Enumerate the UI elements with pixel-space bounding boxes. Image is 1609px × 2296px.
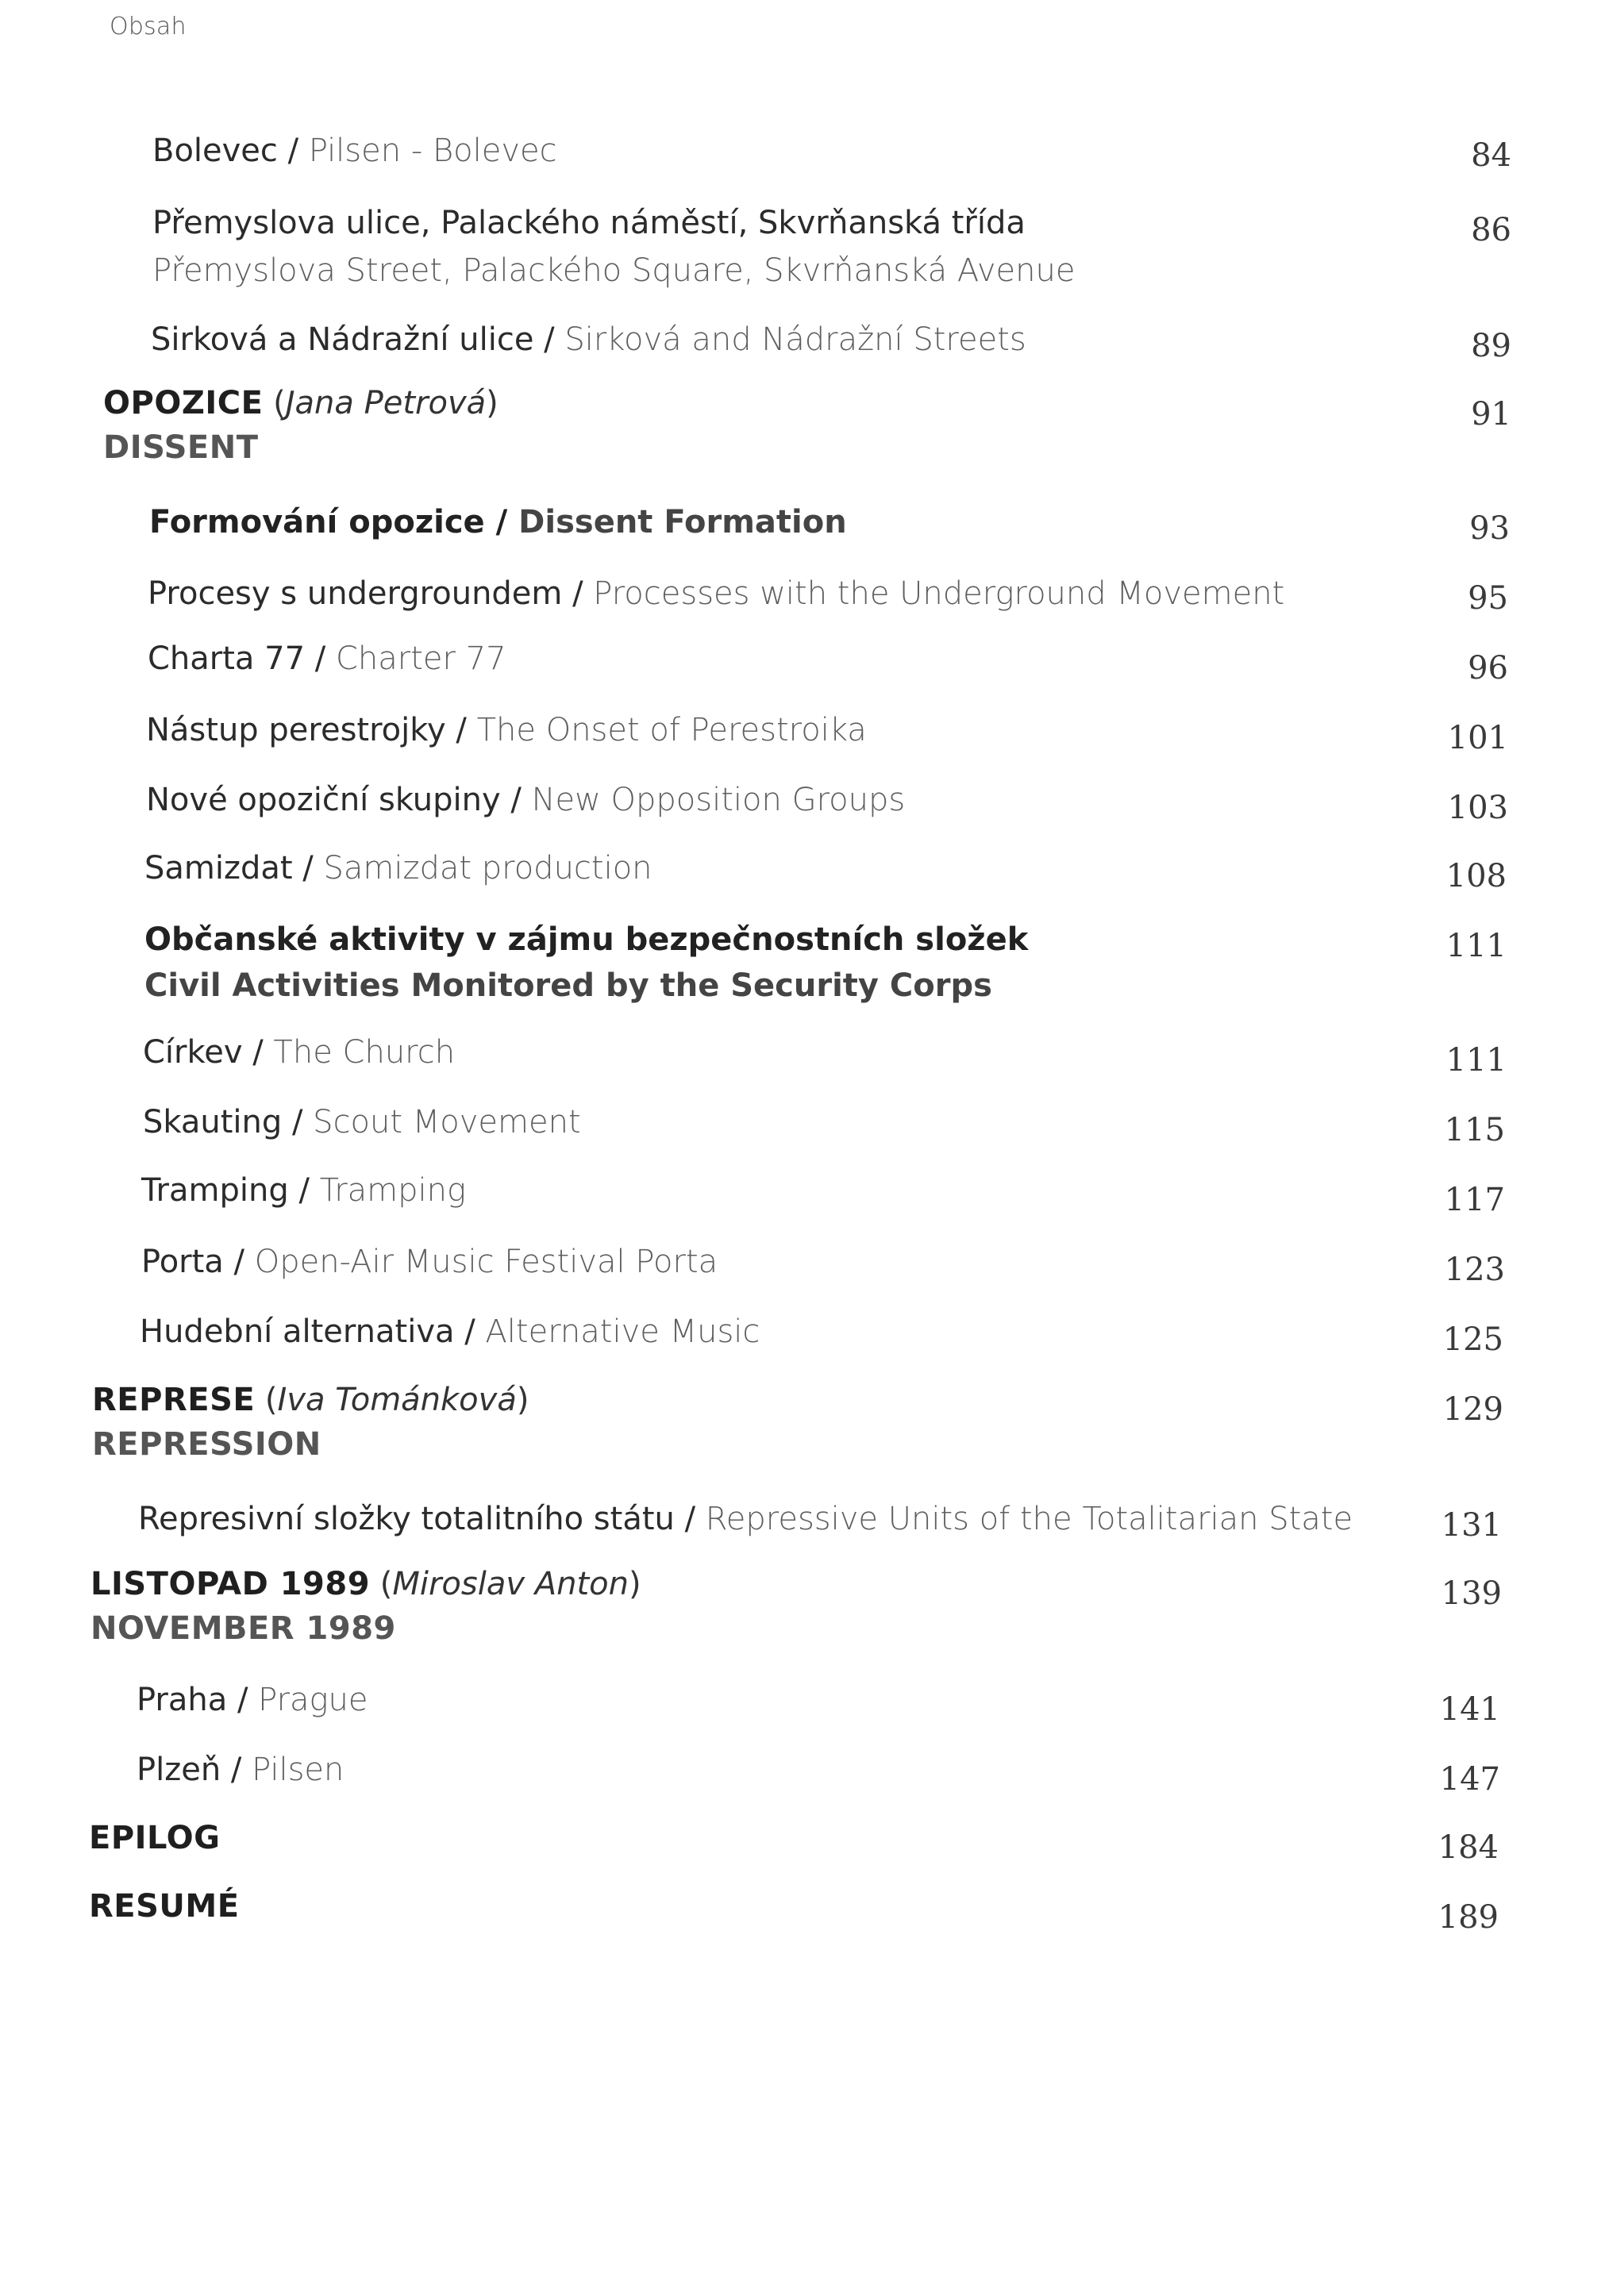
chapter-title-cz: EPILOG bbox=[89, 1820, 221, 1856]
page-number: 189 bbox=[1438, 1899, 1499, 1936]
entry-title bbox=[152, 130, 557, 171]
author-paren-close: ) bbox=[628, 1566, 641, 1602]
entry-title-cz: Formování opozice bbox=[149, 504, 485, 540]
entry-separator: / bbox=[454, 1313, 486, 1350]
chapter-title bbox=[103, 383, 498, 424]
chapter-author: Miroslav Anton bbox=[392, 1566, 629, 1602]
entry-title bbox=[143, 1032, 455, 1073]
entry-title-en: Samizdat production bbox=[323, 850, 652, 886]
entry-title-cz: Charta 77 bbox=[148, 640, 306, 677]
entry-title-en: Sirková and Nádražní Streets bbox=[564, 321, 1026, 358]
page-number: 111 bbox=[1445, 1042, 1507, 1079]
page-number: 89 bbox=[1471, 328, 1511, 364]
entry-separator: / bbox=[227, 1682, 259, 1718]
entry-title-en: Charter 77 bbox=[335, 640, 506, 677]
entry-title-cz: Nové opoziční skupiny bbox=[146, 782, 501, 818]
chapter-title-cz: LISTOPAD 1989 bbox=[90, 1566, 371, 1602]
entry-title bbox=[144, 848, 652, 889]
chapter-title-cz: OPOZICE bbox=[103, 385, 264, 421]
chapter-title-en: NOVEMBER 1989 bbox=[90, 1610, 396, 1647]
page-number: 86 bbox=[1471, 212, 1511, 248]
page-number: 96 bbox=[1468, 650, 1508, 686]
page-number: 139 bbox=[1441, 1575, 1502, 1612]
page-number: 131 bbox=[1441, 1507, 1502, 1544]
entry-title-cz: Přemyslova ulice, Palackého náměstí, Skvrňanská třída bbox=[152, 205, 1026, 241]
entry-title-en: Pilsen - Bolevec bbox=[308, 133, 557, 169]
entry-separator: / bbox=[288, 1172, 320, 1209]
entry-separator: / bbox=[562, 575, 594, 612]
entry-title bbox=[143, 1102, 581, 1143]
page-number: 111 bbox=[1445, 928, 1507, 964]
chapter-title-cz: REPRESE bbox=[92, 1382, 256, 1418]
entry-title-cz: Tramping bbox=[141, 1172, 289, 1209]
entry-title-en: Tramping bbox=[319, 1172, 466, 1209]
entry-separator: / bbox=[282, 1104, 314, 1140]
entry-title bbox=[140, 1311, 760, 1352]
entry-title-en: Přemyslova Street, Palackého Square, Skvrňanská Avenue bbox=[152, 252, 1076, 289]
entry-title-cz: Nástup perestrojky bbox=[146, 712, 446, 748]
entry-title-en: Alternative Music bbox=[485, 1313, 760, 1350]
page-number: 101 bbox=[1447, 720, 1508, 756]
entry-separator: / bbox=[674, 1501, 706, 1537]
entry-separator: / bbox=[533, 321, 565, 358]
chapter-title-cz: RESUMÉ bbox=[89, 1888, 240, 1925]
section-title bbox=[149, 502, 847, 543]
entry-title-cz: Sirková a Nádražní ulice bbox=[151, 321, 534, 358]
chapter-author: Iva Tománková bbox=[277, 1382, 517, 1418]
entry-separator: / bbox=[221, 1752, 252, 1788]
entry-title bbox=[138, 1498, 1353, 1540]
page-number: 103 bbox=[1447, 790, 1508, 826]
page-number: 141 bbox=[1439, 1691, 1500, 1728]
entry-separator: / bbox=[242, 1034, 274, 1071]
entry-title bbox=[146, 710, 867, 751]
section-title-en: Civil Activities Monitored by the Security Corps bbox=[144, 967, 992, 1004]
entry-title-en: New Opposition Groups bbox=[531, 782, 906, 818]
entry-separator: / bbox=[305, 640, 336, 677]
entry-title-cz: Plzeň bbox=[137, 1752, 221, 1788]
entry-title-en: Scout Movement bbox=[313, 1104, 581, 1140]
entry-title-en: Pilsen bbox=[252, 1752, 345, 1788]
page-number: 91 bbox=[1471, 396, 1511, 433]
entry-title bbox=[148, 638, 506, 679]
entry-separator: / bbox=[484, 504, 519, 540]
entry-title-en: Prague bbox=[258, 1682, 368, 1718]
author-paren-close: ) bbox=[486, 385, 498, 421]
running-header: Obsah bbox=[110, 13, 187, 40]
entry-separator: / bbox=[223, 1244, 255, 1280]
author-paren-open: ( bbox=[370, 1566, 393, 1602]
page-number: 108 bbox=[1445, 858, 1507, 894]
chapter-author: Jana Petrová bbox=[285, 385, 487, 421]
author-paren-open: ( bbox=[263, 385, 286, 421]
page-number: 117 bbox=[1444, 1182, 1505, 1218]
entry-separator: / bbox=[292, 850, 324, 886]
entry-title-en: Open-Air Music Festival Porta bbox=[254, 1244, 718, 1280]
entry-title-en: Dissent Formation bbox=[518, 504, 847, 540]
author-paren-close: ) bbox=[516, 1382, 529, 1418]
entry-title-cz: Církev bbox=[143, 1034, 243, 1071]
entry-title-en: The Church bbox=[273, 1034, 456, 1071]
page-number: 84 bbox=[1471, 137, 1511, 174]
page-number: 123 bbox=[1444, 1252, 1505, 1288]
entry-title-cz: Samizdat bbox=[144, 850, 293, 886]
entry-title-en: Processes with the Underground Movement bbox=[593, 575, 1285, 612]
page-number: 129 bbox=[1442, 1391, 1503, 1428]
page-number: 184 bbox=[1438, 1829, 1499, 1866]
entry-title-cz: Bolevec bbox=[152, 133, 278, 169]
entry-title bbox=[141, 1170, 466, 1211]
entry-title-en: Repressive Units of the Totalitarian State bbox=[705, 1501, 1353, 1537]
chapter-title-en: DISSENT bbox=[103, 429, 259, 466]
chapter-title-en: REPRESSION bbox=[92, 1426, 321, 1463]
entry-separator: / bbox=[277, 133, 309, 169]
entry-separator: / bbox=[445, 712, 477, 748]
entry-title-cz: Praha bbox=[137, 1682, 228, 1718]
entry-title-cz: Hudební alternativa bbox=[140, 1313, 455, 1350]
page-number: 93 bbox=[1469, 510, 1510, 547]
entry-title bbox=[148, 573, 1284, 614]
entry-separator: / bbox=[500, 782, 532, 818]
entry-title bbox=[137, 1679, 368, 1721]
entry-title bbox=[141, 1241, 718, 1283]
page-number: 147 bbox=[1439, 1761, 1500, 1798]
entry-title-cz: Skauting bbox=[143, 1104, 283, 1140]
entry-title-en: The Onset of Perestroika bbox=[476, 712, 867, 748]
chapter-title bbox=[90, 1563, 641, 1605]
entry-title-cz: Represivní složky totalitního státu bbox=[138, 1501, 675, 1537]
entry-title-cz: Porta bbox=[141, 1244, 224, 1280]
chapter-title bbox=[92, 1379, 529, 1421]
author-paren-open: ( bbox=[255, 1382, 278, 1418]
page-number: 115 bbox=[1444, 1112, 1505, 1148]
section-title-cz: Občanské aktivity v zájmu bezpečnostních složek bbox=[144, 921, 1029, 958]
entry-title bbox=[146, 779, 905, 821]
page-number: 95 bbox=[1468, 580, 1508, 617]
entry-title-cz: Procesy s undergroundem bbox=[148, 575, 563, 612]
page-number: 125 bbox=[1442, 1321, 1503, 1358]
entry-title bbox=[137, 1749, 344, 1790]
entry-title bbox=[151, 319, 1026, 360]
